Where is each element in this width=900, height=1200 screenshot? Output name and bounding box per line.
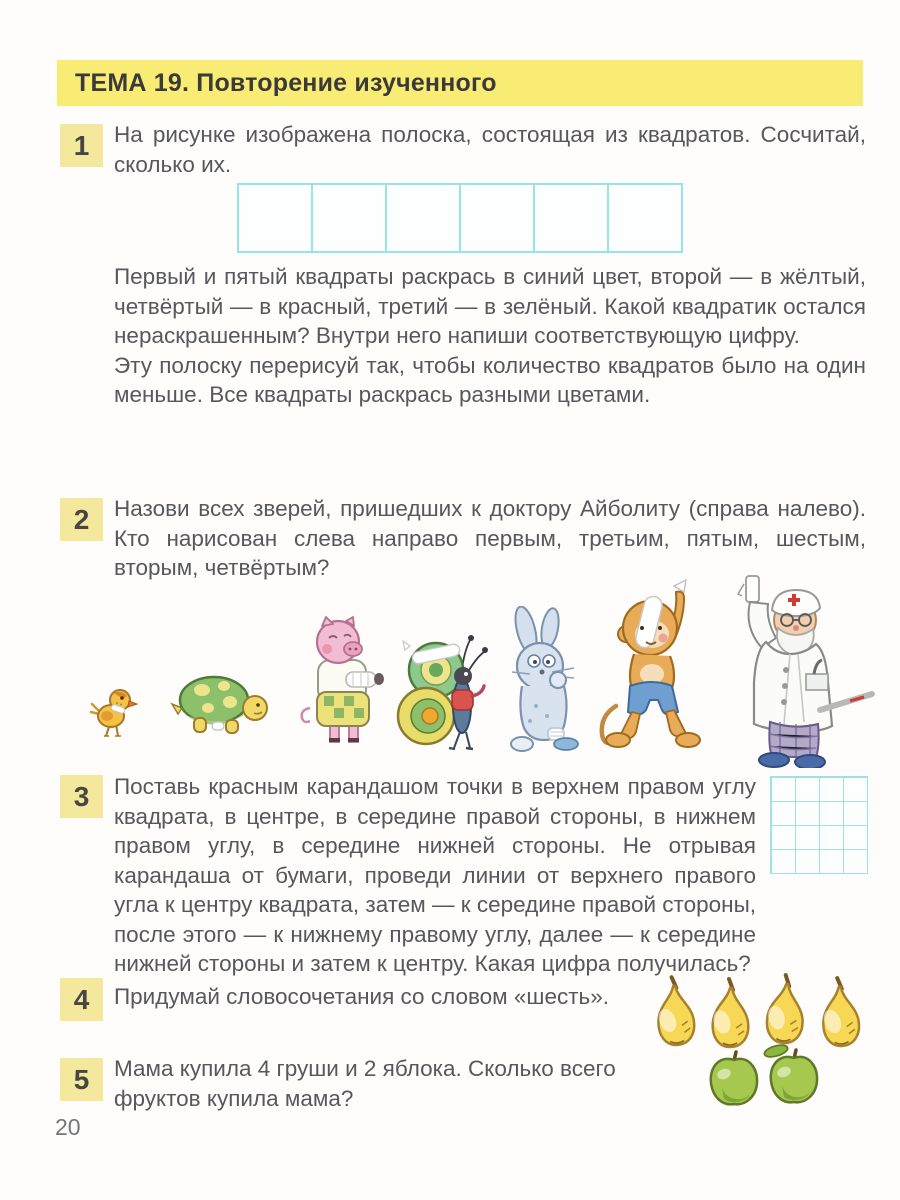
pig-illustration <box>296 616 390 748</box>
pears-illustration <box>648 972 873 1050</box>
strip-square-1 <box>237 183 313 253</box>
task3-text: Поставь красным карандашом точки в верхнем правом углу квадрата, в центре, в середине правой стороны, в нижнем правом углу, в середине нижней стороны. Не отрывая карандаша от бумаги, проведи линии от верхнего правого угла к центру квадрата, затем — к середине правой стороны, после этого — к нижнему правому углу, далее — к середине нижней стороны и затем к центру. Какая цифра получилась? <box>114 774 756 976</box>
task1-number <box>60 124 103 167</box>
pear-icon <box>711 979 749 1047</box>
task4-text: Придумай словосочетания со словом «шесть». <box>114 984 610 1009</box>
chick-illustration <box>90 686 138 738</box>
pear-icon <box>764 974 805 1044</box>
pear-icon <box>819 977 860 1047</box>
squares-strip <box>237 183 683 253</box>
task5-text: Мама купила 4 груши и 2 яблока. Сколько всего фруктов купила мама? <box>114 1056 616 1111</box>
monkey-illustration <box>590 578 708 754</box>
butterfly-illustration <box>388 626 490 754</box>
strip-square-2 <box>311 183 387 253</box>
pear-icon <box>653 976 695 1046</box>
task3-number-label: 3 <box>73 780 90 812</box>
task1-number-label: 1 <box>73 129 90 161</box>
apple-icon <box>763 1043 817 1102</box>
apple-icon <box>711 1052 757 1104</box>
page-number: 20 <box>55 1114 81 1140</box>
hare-illustration <box>492 606 594 754</box>
task3-number <box>60 775 103 818</box>
strip-square-4 <box>459 183 535 253</box>
task4-number <box>60 978 103 1021</box>
apples-illustration <box>702 1042 832 1106</box>
strip-square-3 <box>385 183 461 253</box>
turtle-illustration <box>168 670 272 738</box>
strip-square-6 <box>607 183 683 253</box>
task2-text: Назови всех зверей, пришедших к доктору Айболиту (справа налево). Кто нарисован слева направо первым, третьим, пятым, шестым, вторым, четвёртым? <box>114 496 866 580</box>
topic-title: ТЕМА 19. Повторение изученного <box>75 68 497 97</box>
doctor-aybolit-illustration <box>700 570 878 768</box>
task1-followup <box>114 262 866 410</box>
task1-followup-p1: Первый и пятый квадраты раскрась в синий цвет, второй — в жёлтый, четвёртый — в красный, третий — в зелёный. Какой квадратик остался нераскрашенным? Внутри него напиши соответствующую цифру. <box>114 264 866 348</box>
drawing-grid <box>770 776 868 874</box>
strip-square-5 <box>533 183 609 253</box>
task2-number <box>60 498 103 541</box>
task4-number-label: 4 <box>73 983 90 1015</box>
task5-number-label: 5 <box>73 1063 90 1095</box>
task1-followup-p2: Эту полоску перерисуй так, чтобы количество квадратов было на один меньше. Все квадраты раскрась разными цветами. <box>114 352 866 407</box>
topic-header <box>57 60 863 106</box>
task2-number-label: 2 <box>73 503 90 535</box>
task5-number <box>60 1058 103 1101</box>
task1-text: На рисунке изображена полоска, состоящая из квадратов. Сосчитай, сколько их. <box>114 122 866 177</box>
